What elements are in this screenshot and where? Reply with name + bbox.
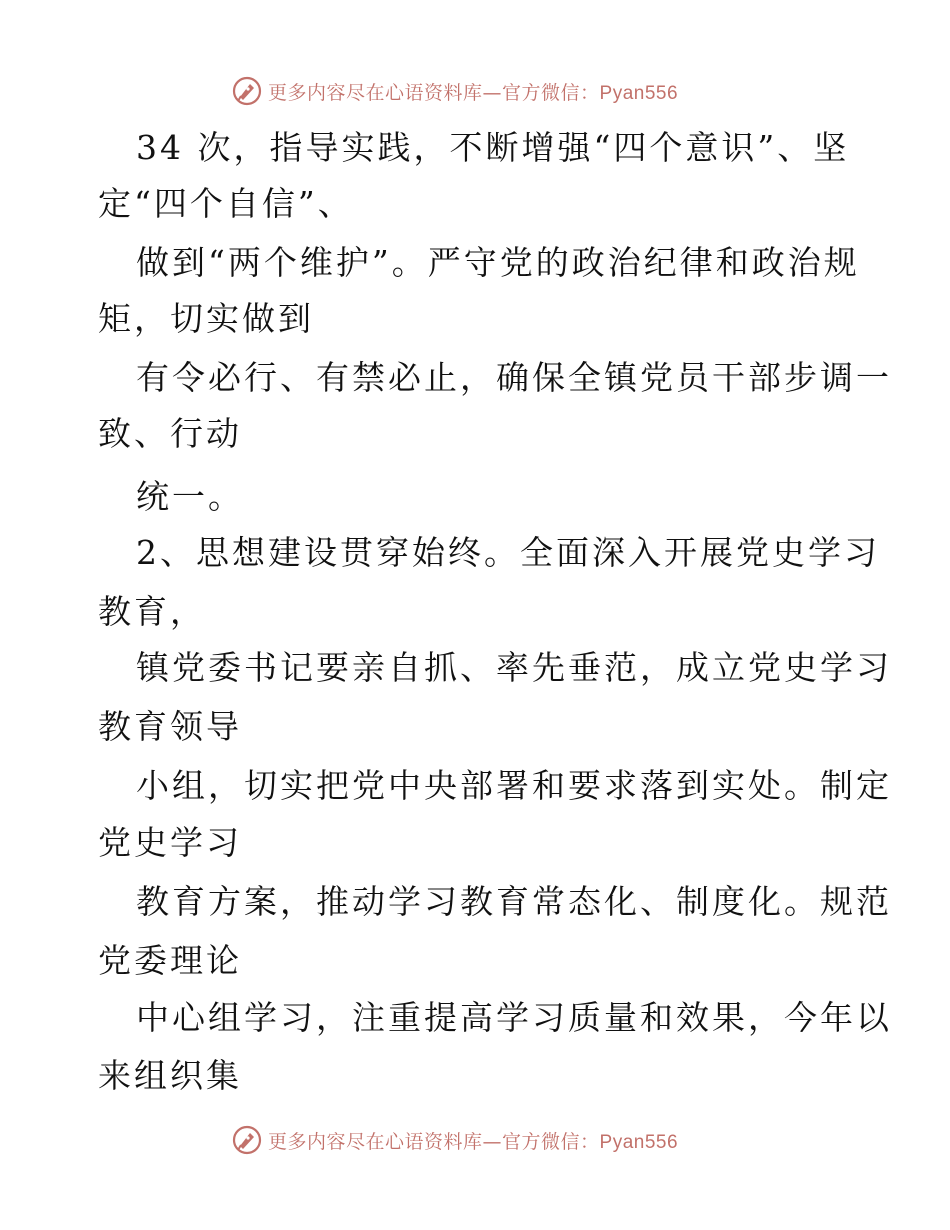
pen-nib-logo-icon — [232, 1125, 262, 1155]
header-watermark — [232, 74, 678, 108]
text-line: 矩，切实做到 — [98, 299, 314, 338]
watermark-brand: 更多内容尽在心语资料库 — [268, 81, 483, 104]
watermark-text — [268, 1127, 678, 1154]
watermark-id: Pyan556 — [599, 82, 679, 104]
watermark-separator: — — [482, 81, 503, 104]
watermark-text — [268, 78, 678, 105]
text-line: 2、思想建设贯穿始终。全面深入开展党史学习 — [136, 533, 880, 572]
watermark-brand: 更多内容尽在心语资料库 — [268, 1130, 483, 1153]
text-line: 教育， — [98, 592, 206, 631]
text-line: 党史学习 — [98, 823, 242, 862]
watermark-contact: 官方微信： — [502, 1130, 600, 1153]
text-line: 小组，切实把党中央部署和要求落到实处。制定 — [136, 766, 892, 805]
text-line: 教育方案，推动学习教育常态化、制度化。规范 — [136, 882, 892, 921]
text-line: 做到“两个维护”。严守党的政治纪律和政治规 — [136, 243, 860, 282]
text-line: 教育领导 — [98, 707, 242, 746]
watermark-id: Pyan556 — [599, 1131, 679, 1153]
text-line: 党委理论 — [98, 941, 242, 980]
footer-watermark — [232, 1123, 678, 1157]
pen-nib-logo-icon — [232, 76, 262, 106]
text-line: 来组织集 — [98, 1056, 242, 1095]
watermark-separator: — — [482, 1130, 503, 1153]
text-line: 统一。 — [136, 477, 244, 516]
text-line: 有令必行、有禁必止，确保全镇党员干部步调一 — [136, 358, 892, 397]
watermark-contact: 官方微信： — [502, 81, 600, 104]
text-line: 34 次，指导实践，不断增强“四个意识”、坚 — [136, 128, 850, 167]
text-line: 中心组学习，注重提高学习质量和效果，今年以 — [136, 998, 892, 1037]
text-line: 致、行动 — [98, 414, 242, 453]
text-line: 镇党委书记要亲自抓、率先垂范，成立党史学习 — [136, 648, 892, 687]
text-line: 定“四个自信”、 — [98, 184, 354, 223]
